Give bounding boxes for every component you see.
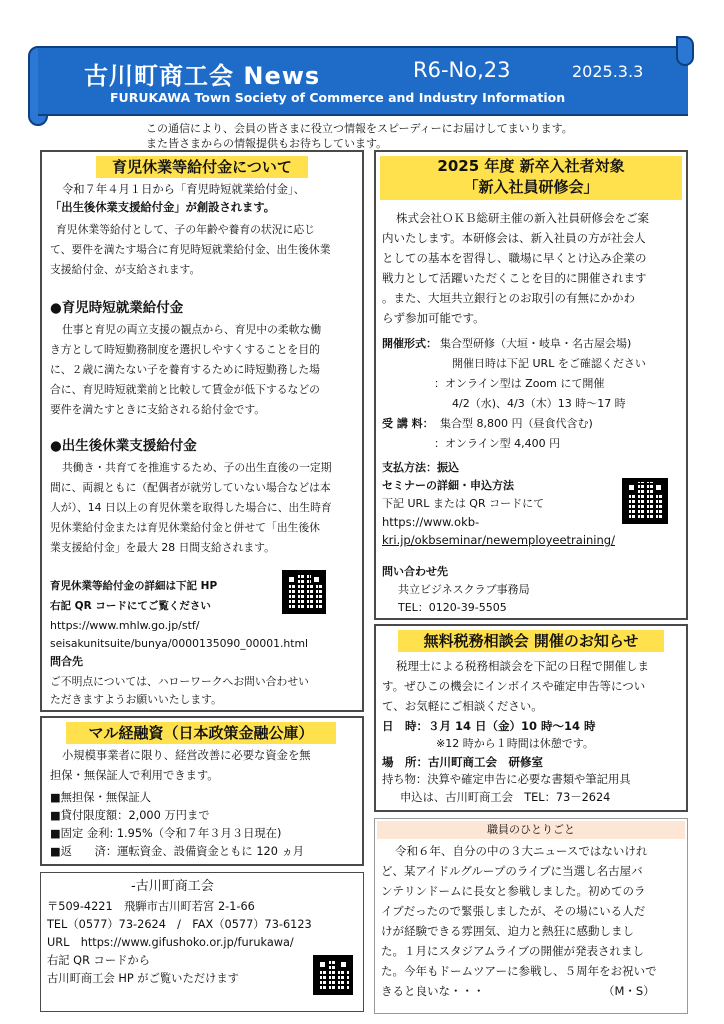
maru-line: ■無担保・無保証人 [50,791,152,804]
staff-line: けが経験できる雰囲気、迫力と熱狂に感動しまし [381,924,634,938]
issue-number: R6-No,23 [413,58,511,82]
newsletter-subtitle: FURUKAWA Town Society of Commerce and Industry Information [110,90,566,105]
newsletter-title: 古川町商工会 News [84,62,321,90]
office-qr-note: 右記 QR コードから [47,954,151,967]
inquiry-line: 共立ビジネスクラブ事務局 [398,583,530,596]
details-note: 育児休業等給付金の詳細は下記 HP [50,580,218,592]
childcare-heading: 育児休業等給付金について [96,156,308,178]
intro-line: この通信により、会員の皆さまに役立つ情報をスピーディーにお届けしてまいります。 [146,122,573,135]
mhlw-qr-code [282,570,326,614]
childcare-line: 令和７年４月１日から「育児時短就業給付金」、 [62,183,305,196]
fee-label: 受 講 料： [382,417,434,430]
format-line: ：オンライン型は Zoom にて開催 [434,377,605,390]
tax-line: す。ぜひこの機会にインボイスや確定申告等につい [382,679,646,693]
tax-date: 日 時：３月 14 日（金）10 時～14 時 [382,719,596,733]
maru-line: ■貸付限度額：2,000 万円まで [50,809,210,822]
staff-column-heading: 職員のひとりごと [377,821,685,839]
tax-consultation-panel [374,624,688,812]
seminar-line: 株式会社ＯＫＢ総研主催の新入社員研修会をご案 [396,211,649,225]
banner-scroll-right [676,36,694,66]
seminar-line: としての基本を習得し、職場に早くとけ込み企業の [382,251,647,265]
contact-line: ご不明点については、ハローワークへお問い合わせい [50,675,309,688]
maru-loan-heading: マル経融資（日本政策金融公庫） [66,722,336,744]
shorttime-line: 合に、育児時短就業前と比較して賃金が低下するなどの [50,383,320,396]
postbirth-line: 児休業給付金または育児休業給付金と併せて「出生後休 [50,521,320,534]
tax-apply: 申込は、古川町商工会 TEL：73－2624 [400,791,611,804]
staff-line: 令和６年、自分の中の３大ニュースではないけれ [395,844,648,858]
intro-line: また皆さまからの情報提供もお待ちしています。 [146,137,388,150]
shorttime-line: き方として時短勤務制度を選択しやすくすることを目的 [50,343,320,356]
childcare-line: 支援給付金、が支給されます。 [50,263,201,276]
office-address: 〒509-4221 飛騨市古川町若宮 2-1-66 [47,900,255,913]
shorttime-line: 仕事と育児の両立支援の観点から、育児中の柔軟な働 [62,323,322,336]
fee-line: 集合型 8,800 円（昼食代含む) [440,417,593,430]
staff-line: ど、某アイドルグループのライブに当選し名古屋バ [381,864,643,878]
staff-line: た。今年もドームツアーに参戦し、５周年をお祝いで [381,964,657,978]
staff-line: ンテリンドームに長女と参戦しました。初めてのラ [381,884,646,898]
seminar-panel [374,150,688,620]
tax-line: 税理士による税務相談会を下記の日程で開催しま [396,659,649,673]
seminar-heading [380,156,682,200]
seminar-url-link[interactable]: kri.jp/okbseminar/newemployeetraining/ [382,533,615,547]
childcare-panel [40,150,364,712]
format-line: 集合型研修（大垣・岐阜・名古屋会場) [440,337,632,350]
office-qr-code [313,955,353,995]
seminar-line: 内いたします。本研修会は、新入社員の方が社会人 [382,231,646,245]
contact-line: ただきますようお願いいたします。 [50,693,222,706]
seminar-line: 。また、大垣共立銀行とのお取引の有無にかかわ [382,291,635,305]
format-line: 4/2（水)、4/3（木）13 時～17 時 [452,397,626,410]
tax-date-note: ※12 時から１時間は休憩です。 [436,737,594,750]
tax-items: 持ち物：決算や確定申告に必要な書類や筆記用具 [382,773,631,786]
details-note: 右記 QR コードにてご覧ください [50,600,211,612]
shorttime-line: 要件を満たすときに支給される給付金です。 [50,403,266,416]
seminar-line: 戦力として活躍いただくことを目的に開催されます [382,271,647,285]
office-tel-fax: TEL（0577）73-2624 / FAX（0577）73-6123 [47,918,312,931]
staff-line: た。１月にスタジアムライブの開催が発表されまし [381,944,645,958]
seminar-heading-line: 「新入社員研修会」 [463,178,599,196]
inquiry-tel: TEL：0120-39-5505 [398,601,507,614]
office-url-link[interactable]: URL https://www.gifushoko.or.jp/furukawa/ [47,936,294,949]
postbirth-line: 業支援給付金」を最大 28 日間支給されます。 [50,541,275,554]
contact-heading: 問合先 [50,655,83,668]
apply-line: 下記 URL または QR コードにて [382,497,545,510]
payment-method: 支払方法：振込 [382,461,459,474]
staff-signature: （M・S） [603,984,655,998]
mhlw-url-link[interactable]: seisakunitsuite/bunya/0000135090_00001.html [50,637,308,650]
maru-line: 担保・無保証人で利用できます。 [50,769,219,782]
seminar-qr-code [622,478,668,524]
inquiry-heading: 問い合わせ先 [382,565,448,578]
format-label: 開催形式： [382,337,437,350]
shorttime-line: に、２歳に満たない子を養育するために時短勤務した場 [50,363,320,376]
office-name: -古川町商工会 [131,879,214,894]
staff-line: きると良いな・・・ [381,984,485,998]
childcare-line: 育児休業等給付として、子の年齢や養育の状況に応じ [56,223,315,236]
seminar-line: らず参加可能です。 [382,311,485,325]
seminar-url-link[interactable]: https://www.okb- [382,515,480,529]
maru-line: ■固定 金利: 1.95%（令和７年３月３日現在) [50,827,282,840]
tax-line: て、お気軽にご相談ください。 [382,699,543,713]
issue-date: 2025.3.3 [572,62,644,81]
mhlw-url-link[interactable]: https://www.mhlw.go.jp/stf/ [50,619,200,632]
staff-column-panel [374,818,688,1014]
maru-line: 小規模事業者に限り、経営改善に必要な資金を無 [62,749,311,762]
seminar-heading-line: 2025 年度 新卒入社者対象 [437,157,625,175]
childcare-line: 「出生後休業支援給付金」が創設されます。 [50,201,276,214]
fee-line: ：オンライン型 4,400 円 [434,437,561,450]
postbirth-line: 人が）、14 日以上の育児休業を取得した場合に、出生時育 [50,501,332,514]
maru-loan-panel [40,716,364,866]
apply-heading: セミナーの詳細・申込方法 [382,479,514,492]
office-qr-note: 古川町商工会 HP がご覧いただけます [47,972,239,985]
maru-line: ■返 済：運転資金、設備資金ともに 120 ヵ月 [50,845,305,858]
childcare-line: て、要件を満たす場合に育児時短就業給付金、出生後休業 [50,243,331,256]
subsidy-heading-shorttime: ●育児時短就業給付金 [50,300,184,316]
staff-line: イブだったので緊張しましたが、その場にいる人だ [381,904,646,918]
postbirth-line: 間に、両親ともに（配偶者が就労していない場合などは本 [50,481,331,494]
format-line: 開催日時は下記 URL をご確認ください [452,357,646,370]
postbirth-line: 共働き・共育てを推進するため、子の出生直後の一定期 [62,461,332,474]
office-info-panel [40,872,364,1012]
tax-consultation-heading: 無料税務相談会 開催のお知らせ [398,630,664,652]
subsidy-heading-postbirth: ●出生後休業支援給付金 [50,438,197,454]
tax-place: 場 所：古川町商工会 研修室 [382,755,543,769]
